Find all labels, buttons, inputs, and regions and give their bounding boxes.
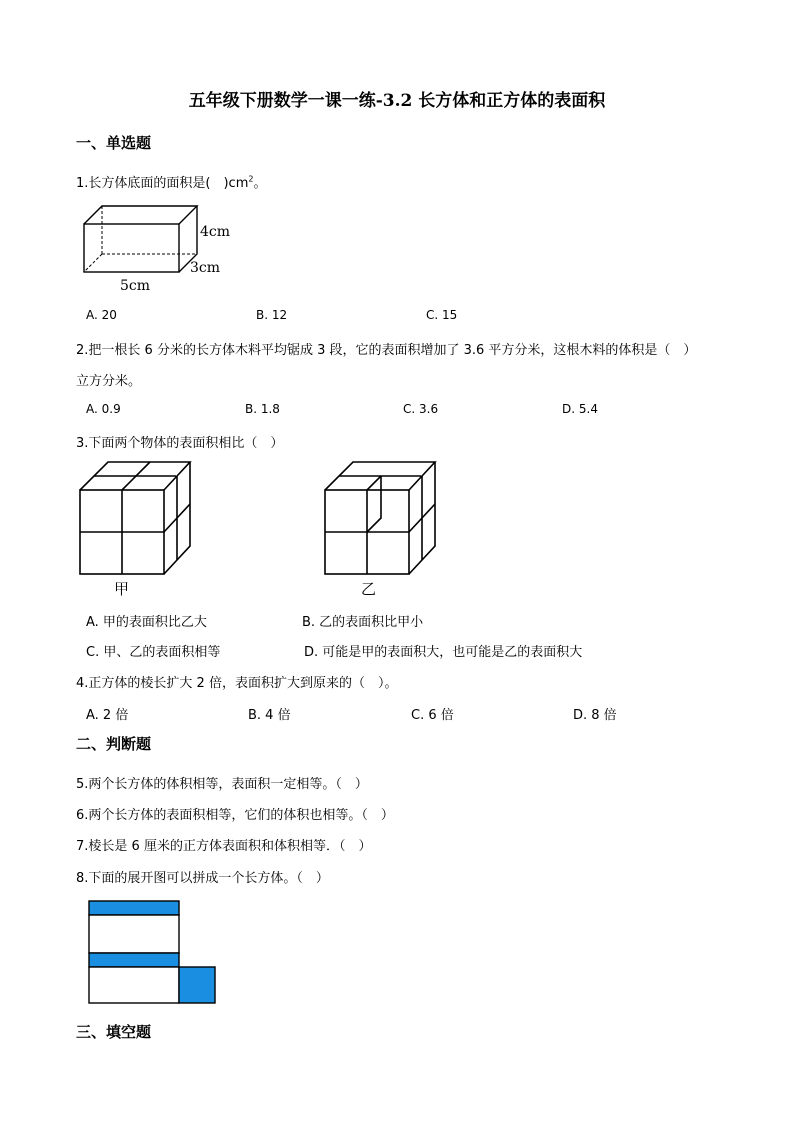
net-top-strip [89,901,179,915]
cube-figure-jia [78,460,193,600]
net-side-square [179,967,215,1003]
label-yi: 乙 [361,580,377,598]
section-heading-fill-in: 三、填空题 [76,1023,152,1041]
question-1-text: 1.长方体底面的面积是( )cm [76,176,249,191]
section-heading-true-false: 二、判断题 [76,735,152,753]
q4-option-a[interactable]: A. 2 倍 [86,708,129,723]
section-heading-single-choice: 一、单选题 [76,134,152,152]
q1-option-b[interactable]: B. 12 [256,308,288,322]
length-label: 5cm [120,278,151,294]
question-1-tail: 。 [253,176,267,191]
q2-option-a[interactable]: A. 0.9 [86,402,121,416]
question-2-line-1: 2.把一根长 6 分米的长方体木料平均锯成 3 段，它的表面积增加了 3.6 平方分米，这根木料的体积是（ ） [76,343,697,358]
cuboid-figure [82,202,237,297]
question-1-superscript: 2 [248,174,254,184]
q3-option-b[interactable]: B. 乙的表面积比甲小 [302,615,424,630]
question-3: 3.下面两个物体的表面积相比（ ） [76,436,284,451]
q2-option-c[interactable]: C. 3.6 [403,402,439,416]
q3-option-a[interactable]: A. 甲的表面积比乙大 [86,615,207,630]
question-7: 7.棱长是 6 厘米的正方体表面积和体积相等．（ ） [76,839,372,854]
question-2-line-2: 立方分米。 [76,374,142,389]
question-4: 4.正方体的棱长扩大 2 倍，表面积扩大到原来的（ ）。 [76,676,398,691]
net-middle-strip [89,953,179,967]
question-5: 5.两个长方体的体积相等，表面积一定相等。（ ） [76,777,368,792]
question-1 [76,172,266,191]
page-title: 五年级下册数学一课一练-3.2 长方体和正方体的表面积 [188,91,606,111]
q4-option-d[interactable]: D. 8 倍 [573,708,617,723]
q2-option-b[interactable]: B. 1.8 [245,402,280,416]
q1-option-a[interactable]: A. 20 [86,308,117,322]
question-6: 6.两个长方体的表面积相等，它们的体积也相等。（ ） [76,808,394,823]
width-label: 3cm [190,260,221,276]
net-face-2 [89,967,179,1003]
q3-option-c[interactable]: C. 甲、乙的表面积相等 [86,645,221,660]
net-face-1 [89,915,179,953]
q3-option-d[interactable]: D. 可能是甲的表面积大，也可能是乙的表面积大 [304,645,583,660]
q1-option-c[interactable]: C. 15 [426,308,458,322]
q4-option-b[interactable]: B. 4 倍 [248,708,291,723]
cuboid-net-figure [86,898,221,1008]
cube-figure-yi [323,460,438,600]
q2-option-d[interactable]: D. 5.4 [562,402,598,416]
q4-option-c[interactable]: C. 6 倍 [411,708,454,723]
height-label: 4cm [200,224,231,240]
label-jia: 甲 [114,580,130,598]
question-8: 8.下面的展开图可以拼成一个长方体。（ ） [76,871,329,886]
